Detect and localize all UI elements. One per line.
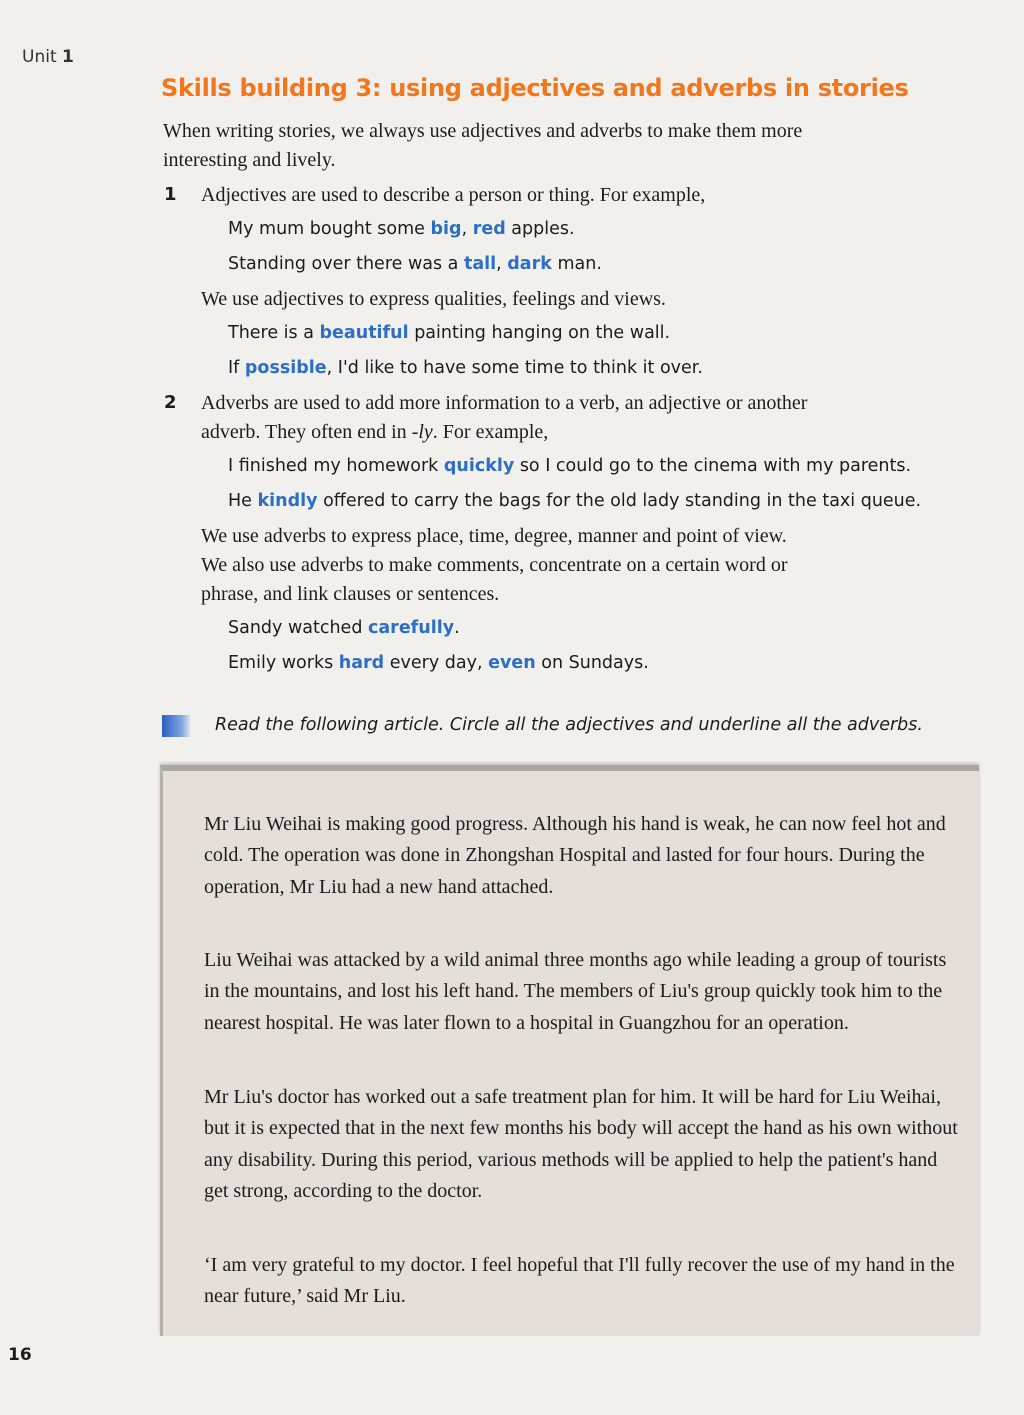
highlighted-word: quickly <box>443 456 515 476</box>
text: Standing over there was a <box>228 254 464 274</box>
highlighted-word: even <box>488 653 536 673</box>
unit-label <box>22 47 74 67</box>
highlighted-word: carefully <box>368 618 455 638</box>
section1-text: Adjectives are used to describe a person or thing. For example, <box>201 184 706 206</box>
text: He <box>228 491 258 511</box>
text: If <box>228 358 245 378</box>
intro <box>163 117 802 175</box>
example-sentence <box>228 254 602 274</box>
article-paragraph: ‘I am very grateful to my doctor. I feel hopeful that I'll fully recover the use of my hand in the near future,’ said Mr Liu. <box>204 1254 955 1308</box>
text: every day, <box>384 653 489 673</box>
example-sentence <box>228 491 921 511</box>
article-paragraph: Mr Liu Weihai is making good progress. Although his hand is weak, he can now feel hot and cold. The operation was done in Zhongshan Hospital and lasted for four hours. During the operation, Mr Liu had a new hand attached. <box>204 813 946 898</box>
highlighted-word: red <box>472 219 506 239</box>
example-sentence <box>228 653 649 673</box>
unit-text: Unit <box>22 47 57 67</box>
text: adverb. They often end in <box>201 421 412 443</box>
text: There is a <box>228 323 320 343</box>
example-sentence <box>228 323 670 343</box>
highlighted-word: beautiful <box>319 323 409 343</box>
text: so I could go to the cinema with my parents. <box>514 456 912 476</box>
text: Sandy watched <box>228 618 368 638</box>
text: , I'd like to have some time to think it over. <box>326 358 703 378</box>
section2-text <box>201 389 807 447</box>
example-sentence <box>228 219 575 239</box>
section-number: 1 <box>164 184 177 205</box>
intro-line: interesting and lively. <box>163 149 336 171</box>
article-paragraph: Mr Liu's doctor has worked out a safe treatment plan for him. It will be hard for Liu Weihai, but it is expected that in the next few months his body will accept the hand as his own without any disability. During this period, various methods will be applied to help the patient's hand get strong, according to the doctor. <box>204 1086 958 1202</box>
text-line <box>201 418 807 447</box>
highlighted-word: big <box>430 219 462 239</box>
article-box <box>160 765 979 1336</box>
text: , <box>461 219 473 239</box>
example-sentence <box>228 456 911 476</box>
page-title: Skills building 3: using adjectives and adverbs in stories <box>161 74 909 102</box>
text: . For example, <box>432 421 549 443</box>
highlighted-word: tall <box>463 254 497 274</box>
text: My mum bought some <box>228 219 431 239</box>
suffix: -ly <box>411 421 433 443</box>
text: , <box>496 254 508 274</box>
instruction: Read the following article. Circle all the adjectives and underline all the adverbs. <box>215 715 923 735</box>
highlighted-word: dark <box>507 254 552 274</box>
text: offered to carry the bags for the old lady standing in the taxi queue. <box>317 491 922 511</box>
instruction-marker-icon <box>162 715 190 737</box>
example-sentence <box>228 618 460 638</box>
text: . <box>454 618 460 638</box>
section1-note: We use adjectives to express qualities, feelings and views. <box>201 288 666 310</box>
text-line: Adverbs are used to add more information to a verb, an adjective or another <box>201 392 808 414</box>
text: painting hanging on the wall. <box>408 323 671 343</box>
text: Emily works <box>228 653 339 673</box>
highlighted-word: possible <box>244 358 327 378</box>
text: apples. <box>505 219 575 239</box>
section-number: 2 <box>164 392 177 413</box>
text: man. <box>551 254 602 274</box>
text: on Sundays. <box>535 653 649 673</box>
unit-number: 1 <box>62 47 74 67</box>
section2-note <box>201 522 788 609</box>
example-sentence <box>228 358 703 378</box>
text-line: phrase, and link clauses or sentences. <box>201 583 500 605</box>
page-number: 16 <box>8 1345 32 1365</box>
highlighted-word: kindly <box>257 491 318 511</box>
text-line: We use adverbs to express place, time, degree, manner and point of view. <box>201 525 787 547</box>
article-paragraph: Liu Weihai was attacked by a wild animal three months ago while leading a group of tourists in the mountains, and lost his left hand. The members of Liu's group quickly took him to the nearest hospital. He was later flown to a hospital in Guangzhou for an operation. <box>204 949 947 1034</box>
intro-line: When writing stories, we always use adjectives and adverbs to make them more <box>163 120 803 142</box>
highlighted-word: hard <box>338 653 385 673</box>
text-line: We also use adverbs to make comments, concentrate on a certain word or <box>201 554 788 576</box>
text: I finished my homework <box>228 456 444 476</box>
